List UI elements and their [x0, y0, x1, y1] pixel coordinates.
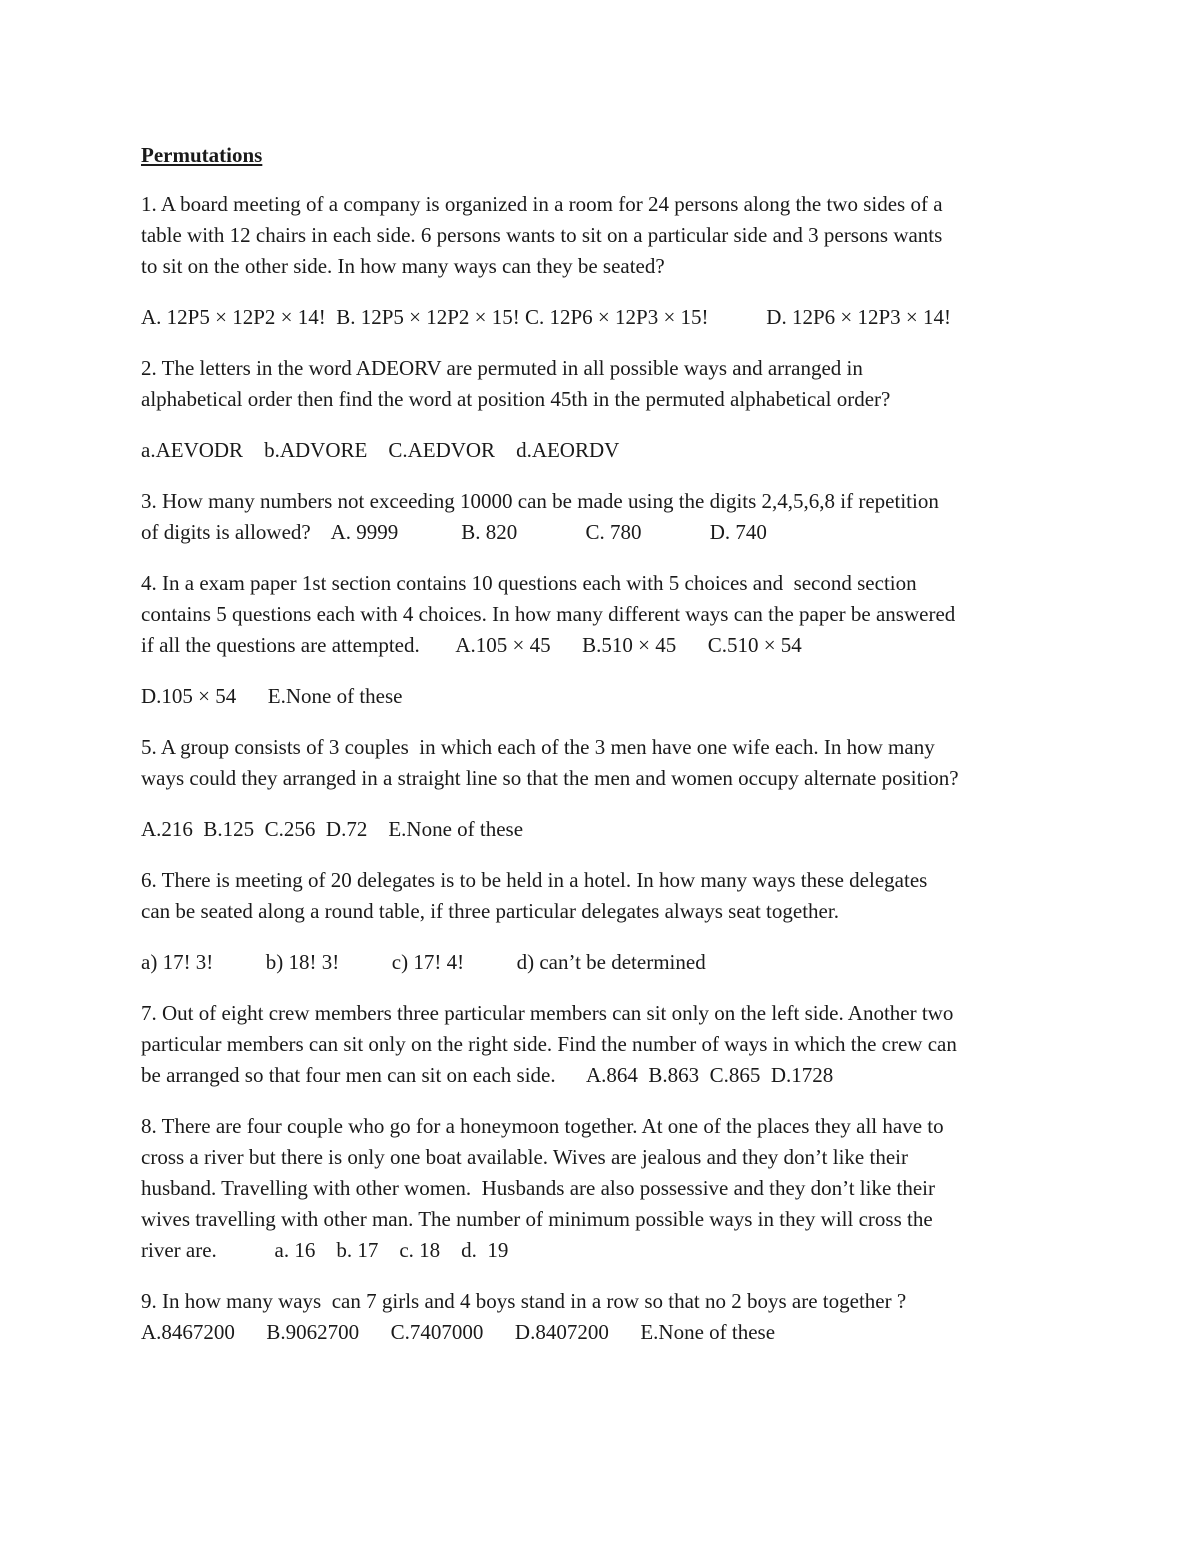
paragraph [141, 681, 1066, 712]
paragraph [141, 435, 1066, 466]
text-line: be arranged so that four men can sit on each side. A.864 B.863 C.865 D.1728 [141, 1063, 834, 1087]
text-line: a.AEVODR b.ADVORE C.AEDVOR d.AEORDV [141, 438, 620, 462]
text-line: 1. A board meeting of a company is organized in a room for 24 persons along the two sides of a [141, 192, 943, 216]
text-line: 8. There are four couple who go for a honeymoon together. At one of the places they all have to [141, 1114, 944, 1138]
paragraph [141, 1286, 1066, 1348]
text-line: D.105 × 54 E.None of these [141, 684, 403, 708]
question-list [141, 189, 1066, 1348]
text-line: 7. Out of eight crew members three particular members can sit only on the left side. Another two [141, 1001, 954, 1025]
text-line: A.216 B.125 C.256 D.72 E.None of these [141, 817, 524, 841]
paragraph [141, 998, 1066, 1091]
page-title: Permutations [141, 143, 263, 167]
text-line: 2. The letters in the word ADEORV are permuted in all possible ways and arranged in [141, 356, 863, 380]
text-line: 3. How many numbers not exceeding 10000 can be made using the digits 2,4,5,6,8 if repetition [141, 489, 939, 513]
paragraph [141, 947, 1066, 978]
text-line: table with 12 chairs in each side. 6 persons wants to sit on a particular side and 3 persons wants [141, 223, 943, 247]
text-line: to sit on the other side. In how many ways can they be seated? [141, 254, 665, 278]
paragraph [141, 732, 1066, 794]
paragraph [141, 353, 1066, 415]
text-line: river are. a. 16 b. 17 c. 18 d. 19 [141, 1238, 509, 1262]
text-line: 6. There is meeting of 20 delegates is to be held in a hotel. In how many ways these delegates [141, 868, 928, 892]
text-line: can be seated along a round table, if three particular delegates always seat together. [141, 899, 839, 923]
text-line: particular members can sit only on the right side. Find the number of ways in which the crew can [141, 1032, 957, 1056]
paragraph [141, 814, 1066, 845]
text-line: contains 5 questions each with 4 choices. In how many different ways can the paper be answered [141, 602, 956, 626]
paragraph [141, 1111, 1066, 1266]
text-line: husband. Travelling with other women. Husbands are also possessive and they don’t like their [141, 1176, 936, 1200]
text-line: A.8467200 B.9062700 C.7407000 D.8407200 E.None of these [141, 1320, 776, 1344]
text-line: cross a river but there is only one boat available. Wives are jealous and they don’t like their [141, 1145, 908, 1169]
text-line: a) 17! 3! b) 18! 3! c) 17! 4! d) can’t be determined [141, 950, 706, 974]
paragraph [141, 189, 1066, 282]
text-line: ways could they arranged in a straight line so that the men and women occupy alternate position? [141, 766, 959, 790]
text-line: 9. In how many ways can 7 girls and 4 boys stand in a row so that no 2 boys are together ? [141, 1289, 907, 1313]
paragraph [141, 568, 1066, 661]
text-line: wives travelling with other man. The number of minimum possible ways in they will cross the [141, 1207, 933, 1231]
paragraph [141, 865, 1066, 927]
text-line: alphabetical order then find the word at position 45th in the permuted alphabetical order? [141, 387, 891, 411]
paragraph [141, 302, 1066, 333]
text-line: if all the questions are attempted. A.105 × 45 B.510 × 45 C.510 × 54 [141, 633, 802, 657]
text-line: A. 12P5 × 12P2 × 14! B. 12P5 × 12P2 × 15! C. 12P6 × 12P3 × 15! D. 12P6 × 12P3 × 14! [141, 305, 951, 329]
text-line: 5. A group consists of 3 couples in which each of the 3 men have one wife each. In how many [141, 735, 935, 759]
paragraph [141, 486, 1066, 548]
text-line: 4. In a exam paper 1st section contains 10 questions each with 5 choices and second section [141, 571, 917, 595]
document-page [141, 140, 1066, 1368]
text-line: of digits is allowed? A. 9999 B. 820 C. 780 D. 740 [141, 520, 767, 544]
